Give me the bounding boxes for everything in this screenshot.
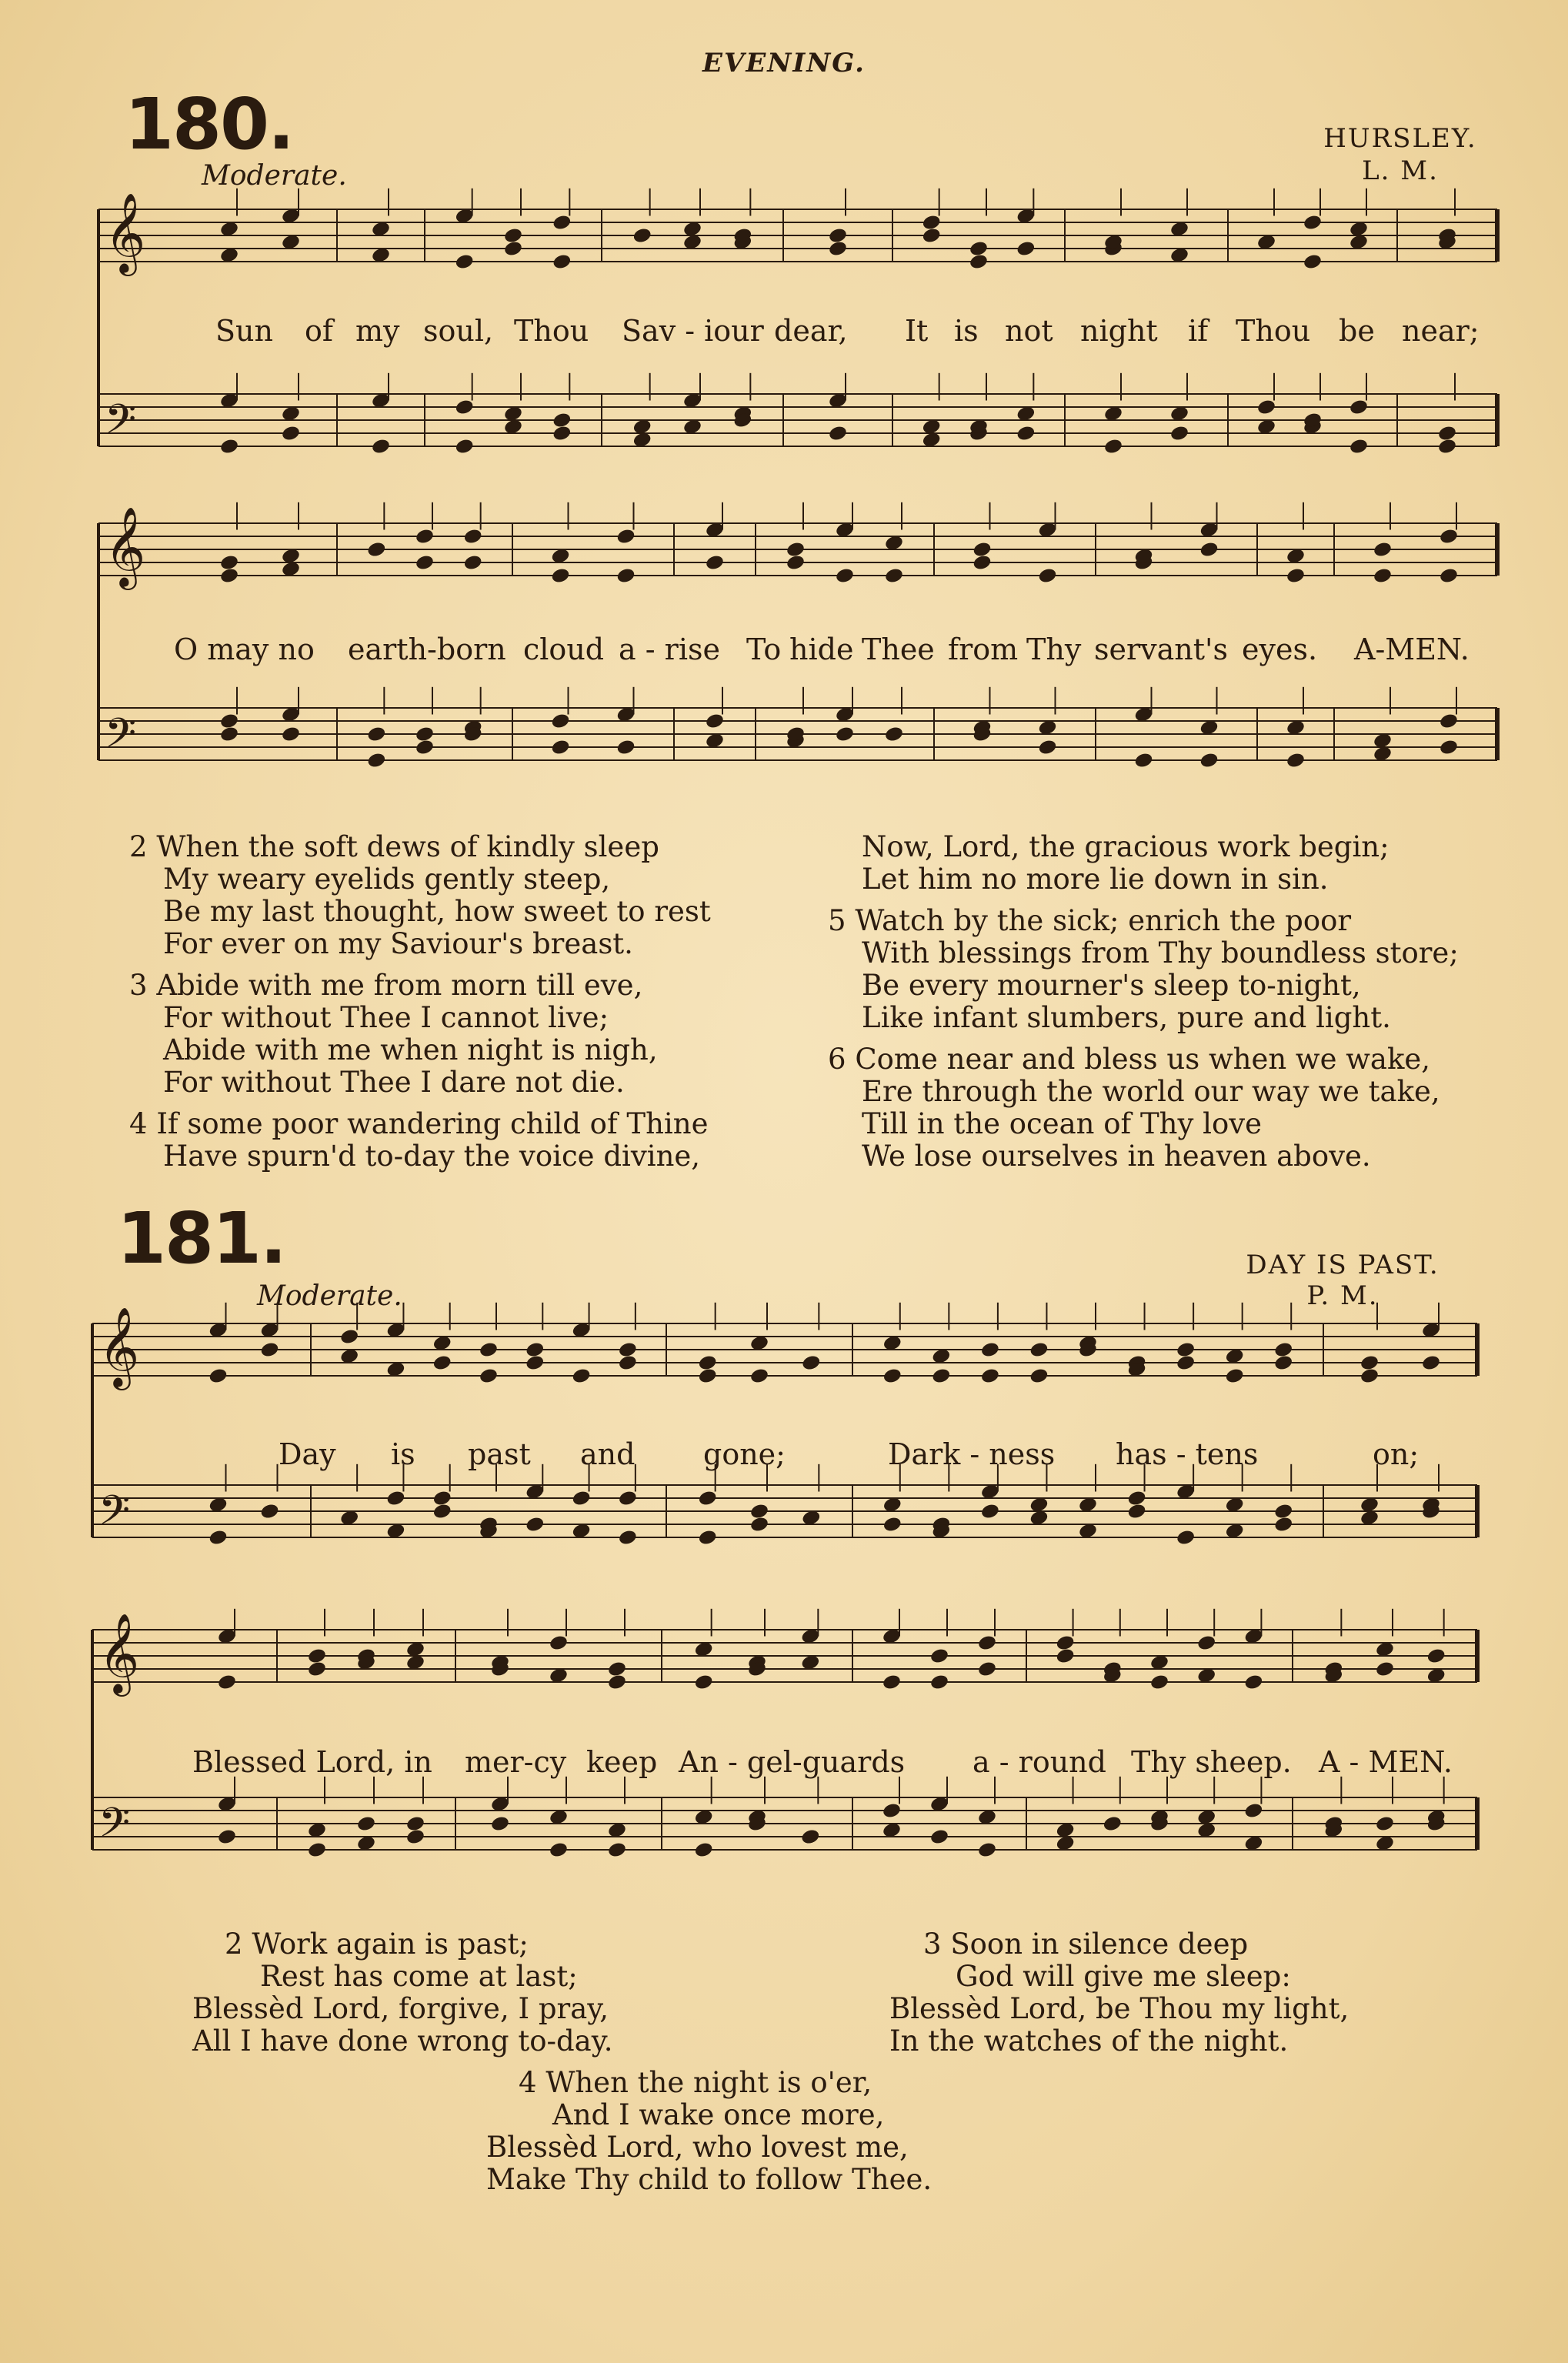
note-head xyxy=(1243,1674,1263,1691)
note-head xyxy=(882,1802,902,1820)
lyric: not xyxy=(1005,314,1053,348)
verse-line xyxy=(889,1928,1349,1961)
verse-block-right xyxy=(828,831,1459,1173)
verse-line: Abide with me when night is nigh, xyxy=(163,1033,658,1066)
note-head xyxy=(1056,1634,1076,1652)
note-head xyxy=(698,1490,718,1507)
note-head xyxy=(828,425,848,442)
lyric: be xyxy=(1339,314,1375,348)
note-head xyxy=(929,1674,949,1691)
verse-text: Come near and bless us when we wake, xyxy=(855,1043,1431,1076)
note-head xyxy=(259,1503,279,1520)
lyric: Day xyxy=(279,1437,336,1471)
note-head xyxy=(550,567,570,585)
note-head xyxy=(749,1516,769,1534)
treble-clef-icon: 𝄞 xyxy=(105,192,146,274)
note-head xyxy=(1359,1354,1380,1372)
note-head xyxy=(525,1341,545,1359)
note-head xyxy=(1199,541,1219,559)
verse-number: 6 xyxy=(828,1043,846,1076)
note-head xyxy=(616,739,636,756)
note-head xyxy=(259,1341,279,1359)
note-head xyxy=(490,1815,510,1833)
note-head xyxy=(1349,438,1369,456)
note-head xyxy=(571,1490,591,1507)
page-section-title: EVENING. xyxy=(702,48,866,78)
lyric: Thou xyxy=(514,314,589,348)
lyric: night xyxy=(1080,314,1158,348)
note-head xyxy=(432,1490,452,1507)
note-head xyxy=(801,1354,821,1372)
verse-number: 5 xyxy=(828,904,846,937)
lyric: mer-cy xyxy=(465,1745,567,1779)
note-head xyxy=(1303,214,1323,232)
lyric: gone; xyxy=(703,1437,786,1471)
note-head xyxy=(552,253,572,271)
note-head xyxy=(1286,567,1306,585)
note-head xyxy=(749,1367,769,1385)
treble-clef-icon: 𝄞 xyxy=(98,1307,140,1388)
note-head xyxy=(607,1841,627,1859)
note-head xyxy=(1273,1516,1293,1534)
note-head xyxy=(455,438,475,456)
note-head xyxy=(1421,1354,1441,1372)
lyric: An - gel-guards xyxy=(679,1745,906,1779)
note-head xyxy=(632,227,652,245)
note-head xyxy=(1437,425,1457,442)
lyric: near; xyxy=(1402,314,1480,348)
verse-line xyxy=(129,970,711,1002)
note-head xyxy=(835,726,855,743)
note-head xyxy=(525,1354,545,1372)
treble-clef-icon: 𝄞 xyxy=(105,506,146,588)
note-head xyxy=(208,1529,228,1547)
lyric: Sav - iour xyxy=(622,314,764,348)
note-head xyxy=(1176,1341,1196,1359)
verse-line: For ever on my Saviour's breast. xyxy=(163,927,633,960)
note-head xyxy=(415,739,435,756)
lyric: is xyxy=(954,314,979,348)
note-head xyxy=(705,713,725,730)
bass-clef-icon: 𝄢 xyxy=(105,396,137,454)
verse-line: All I have done wrong to-day. xyxy=(192,2024,613,2058)
note-head xyxy=(980,1341,1000,1359)
note-head xyxy=(1103,1815,1123,1833)
note-head xyxy=(479,1367,499,1385)
note-head xyxy=(1103,438,1123,456)
lyric: is xyxy=(391,1437,415,1471)
lyric: hide xyxy=(789,632,854,666)
verse-line: Like infant slumbers, pure and light. xyxy=(862,1001,1391,1034)
verse-number: 2 xyxy=(129,830,148,863)
verse-line: Blessèd Lord, forgive, I pray, xyxy=(192,1992,609,2025)
note-head xyxy=(385,1490,405,1507)
note-head xyxy=(1375,1660,1395,1678)
note-head xyxy=(217,1828,237,1846)
note-head xyxy=(1286,752,1306,769)
verse-line: My weary eyelids gently steep, xyxy=(163,863,611,896)
note-head xyxy=(432,1503,452,1520)
verse-line xyxy=(828,1043,1459,1076)
hymn-number: 181. xyxy=(117,1197,285,1280)
verse-text: Abide with me from morn till eve, xyxy=(156,969,643,1002)
note-head xyxy=(219,438,239,456)
note-head xyxy=(356,1815,376,1833)
lyric: earth-born xyxy=(348,632,506,666)
lyric: a - rise xyxy=(619,632,720,666)
note-head xyxy=(980,1367,1000,1385)
note-head xyxy=(786,554,806,572)
note-head xyxy=(405,1815,425,1833)
lyric: O may no xyxy=(174,632,315,666)
note-head xyxy=(977,1660,997,1678)
verse-line: With blessings from Thy boundless store; xyxy=(862,936,1459,970)
note-head xyxy=(1029,1341,1049,1359)
note-head xyxy=(1359,1367,1380,1385)
lyric: if xyxy=(1188,314,1209,348)
lyric: Thy xyxy=(1026,632,1082,666)
note-head xyxy=(884,726,904,743)
note-head xyxy=(366,541,386,559)
note-head xyxy=(616,567,636,585)
lyric: a - round xyxy=(972,1745,1106,1779)
verse-text: If some poor wandering child of Thine xyxy=(156,1107,709,1140)
note-head xyxy=(882,1674,902,1691)
note-head xyxy=(219,554,239,572)
lyric: from xyxy=(948,632,1019,666)
note-head xyxy=(1149,1674,1169,1691)
lyric: past xyxy=(468,1437,531,1471)
verse-line: God will give me sleep: xyxy=(956,1960,1291,1993)
lyric: soul, xyxy=(423,314,494,348)
note-head xyxy=(552,425,572,442)
note-head xyxy=(549,1841,569,1859)
note-head xyxy=(1375,1815,1395,1833)
note-head xyxy=(1439,713,1459,730)
note-head xyxy=(1037,567,1057,585)
verse-line: Ere through the world our way we take, xyxy=(862,1075,1440,1108)
verse-line: And I wake once more, xyxy=(552,2098,885,2131)
lyric: eyes. xyxy=(1242,632,1318,666)
note-head xyxy=(1437,438,1457,456)
verse-line: Blessèd Lord, who lovest me, xyxy=(486,2131,909,2164)
note-head xyxy=(208,1367,228,1385)
note-head xyxy=(749,1503,769,1520)
note-head xyxy=(1126,1503,1146,1520)
verse-text: Watch by the sick; enrich the poor xyxy=(855,904,1352,937)
note-head xyxy=(219,567,239,585)
note-head xyxy=(1373,567,1393,585)
note-head xyxy=(922,227,942,245)
lyric: of xyxy=(305,314,333,348)
note-head xyxy=(969,240,989,258)
note-head xyxy=(1303,253,1323,271)
note-head xyxy=(1126,1490,1146,1507)
note-head xyxy=(618,1529,638,1547)
note-head xyxy=(980,1503,1000,1520)
lyric: It xyxy=(905,314,929,348)
note-head xyxy=(432,1354,452,1372)
lyric: on; xyxy=(1373,1437,1420,1471)
note-head xyxy=(371,438,391,456)
note-head xyxy=(884,567,904,585)
note-head xyxy=(1439,739,1459,756)
note-head xyxy=(415,528,435,546)
note-head xyxy=(694,1841,714,1859)
note-head xyxy=(828,227,848,245)
note-head xyxy=(571,1367,591,1385)
note-head xyxy=(503,240,523,258)
note-head xyxy=(550,713,570,730)
note-head xyxy=(828,240,848,258)
tune-meter: P. M. xyxy=(1306,1280,1379,1311)
note-head xyxy=(219,713,239,730)
note-head xyxy=(415,554,435,572)
verse-line: Let him no more lie down in sin. xyxy=(862,863,1329,896)
lyric: my xyxy=(355,314,400,348)
verse-number: 4 xyxy=(519,2066,537,2099)
note-head xyxy=(882,1516,902,1534)
note-head xyxy=(219,726,239,743)
note-head xyxy=(550,739,570,756)
note-head xyxy=(929,1647,949,1665)
note-head xyxy=(1199,752,1219,769)
note-head xyxy=(786,541,806,559)
note-head xyxy=(1016,240,1036,258)
lyric: Dark - ness xyxy=(888,1437,1056,1471)
verse-line xyxy=(486,2067,932,2099)
verse-line: Have spurn'd to-day the voice divine, xyxy=(163,1140,701,1173)
verse-text: When the soft dews of kindly sleep xyxy=(156,830,659,863)
note-head xyxy=(882,1367,902,1385)
note-head xyxy=(307,1660,327,1678)
verse-text: Soon in silence deep xyxy=(950,1927,1249,1961)
note-head xyxy=(339,1328,359,1346)
note-head xyxy=(616,528,636,546)
lyric: Thou xyxy=(1236,314,1311,348)
lyric-amen: A - MEN. xyxy=(1319,1745,1453,1779)
verse-line: Be my last thought, how sweet to rest xyxy=(163,895,711,928)
verse-line: For without Thee I cannot live; xyxy=(163,1001,609,1034)
note-head xyxy=(698,1354,718,1372)
lyric: Sun xyxy=(215,314,273,348)
note-head xyxy=(800,1828,820,1846)
note-head xyxy=(1439,528,1459,546)
verse-block-right xyxy=(889,1928,1349,2058)
note-head xyxy=(366,726,386,743)
lyric: keep xyxy=(586,1745,658,1779)
note-head xyxy=(1426,1647,1446,1665)
note-head xyxy=(607,1674,627,1691)
note-head xyxy=(1243,1802,1263,1820)
lyric: Thee xyxy=(862,632,935,666)
note-head xyxy=(969,253,989,271)
note-head xyxy=(705,554,725,572)
note-head xyxy=(1273,1354,1293,1372)
note-head xyxy=(552,214,572,232)
tempo-marking: Moderate. xyxy=(202,160,347,192)
note-head xyxy=(1037,739,1057,756)
tune-name: DAY IS PAST. xyxy=(1246,1250,1440,1280)
verse-line: Make Thy child to follow Thee. xyxy=(486,2163,932,2196)
verse-number: 3 xyxy=(923,1927,942,1961)
verse-line: Till in the ocean of Thy love xyxy=(862,1107,1263,1140)
verse-text: When the night is o'er, xyxy=(545,2066,872,2099)
verse-line: We lose ourselves in heaven above. xyxy=(862,1140,1371,1173)
note-head xyxy=(455,399,475,416)
note-head xyxy=(1225,1367,1245,1385)
note-head xyxy=(503,227,523,245)
verse-number: 4 xyxy=(129,1107,148,1140)
note-head xyxy=(618,1490,638,1507)
note-head xyxy=(479,1341,499,1359)
note-head xyxy=(1273,1503,1293,1520)
note-head xyxy=(1133,752,1153,769)
verse-line xyxy=(192,1928,612,1961)
lyric: Thy sheep. xyxy=(1131,1745,1292,1779)
note-head xyxy=(307,1841,327,1859)
hymn-number: 180. xyxy=(125,83,293,165)
note-head xyxy=(366,752,386,769)
verse-line: For without Thee I dare not die. xyxy=(163,1066,625,1099)
note-head xyxy=(549,1634,569,1652)
note-head xyxy=(698,1529,718,1547)
note-head xyxy=(525,1516,545,1534)
note-head xyxy=(931,1367,951,1385)
note-head xyxy=(1256,399,1276,416)
lyric: cloud xyxy=(523,632,605,666)
note-head xyxy=(694,1674,714,1691)
note-head xyxy=(552,412,572,429)
lyric: Blessed Lord, in xyxy=(192,1745,432,1779)
tempo-marking: Moderate. xyxy=(257,1280,402,1312)
note-head xyxy=(1176,1354,1196,1372)
note-head xyxy=(922,214,942,232)
verse-text: Work again is past; xyxy=(252,1927,529,1961)
lyric: servant's xyxy=(1094,632,1228,666)
verse-number: 2 xyxy=(225,1927,243,1961)
note-head xyxy=(307,1647,327,1665)
bass-clef-icon: 𝄢 xyxy=(105,710,137,768)
verse-block-left xyxy=(192,1928,612,2058)
lyric: has - tens xyxy=(1116,1437,1259,1471)
verse-block-left xyxy=(129,831,711,1173)
verse-line: In the watches of the night. xyxy=(889,2024,1289,2058)
verse-line xyxy=(129,1108,711,1140)
lyric: dear, xyxy=(774,314,848,348)
note-head xyxy=(463,528,483,546)
note-head xyxy=(405,1828,425,1846)
verse-line xyxy=(129,831,711,863)
note-head xyxy=(618,1341,638,1359)
verse-line: Blessèd Lord, be Thou my light, xyxy=(889,1992,1349,2025)
note-head xyxy=(1169,425,1189,442)
verse-block-center xyxy=(486,2067,932,2196)
note-head xyxy=(1439,567,1459,585)
note-head xyxy=(1196,1634,1216,1652)
note-head xyxy=(698,1367,718,1385)
verse-line: Be every mourner's sleep to-night, xyxy=(862,969,1361,1002)
note-head xyxy=(1273,1341,1293,1359)
note-head xyxy=(1176,1529,1196,1547)
note-head xyxy=(463,554,483,572)
note-head xyxy=(1016,425,1036,442)
note-head xyxy=(1373,541,1393,559)
note-head xyxy=(977,1634,997,1652)
note-head xyxy=(972,541,992,559)
note-head xyxy=(977,1841,997,1859)
note-head xyxy=(607,1660,627,1678)
note-head xyxy=(217,1674,237,1691)
lyric-amen: A-MEN. xyxy=(1354,632,1470,666)
note-head xyxy=(972,554,992,572)
note-head xyxy=(415,726,435,743)
tune-meter: L. M. xyxy=(1362,155,1439,186)
verse-line xyxy=(828,905,1459,937)
note-head xyxy=(1056,1647,1076,1665)
treble-clef-icon: 𝄞 xyxy=(98,1613,140,1694)
note-head xyxy=(618,1354,638,1372)
verse-line: Now, Lord, the gracious work begin; xyxy=(862,830,1390,863)
note-head xyxy=(835,567,855,585)
note-head xyxy=(281,425,301,442)
lyric: and xyxy=(580,1437,636,1471)
note-head xyxy=(929,1828,949,1846)
tune-name: HURSLEY. xyxy=(1323,123,1477,154)
note-head xyxy=(281,726,301,743)
verse-number: 3 xyxy=(129,969,148,1002)
lyric: To xyxy=(746,632,782,666)
bass-clef-icon: 𝄢 xyxy=(98,1800,131,1857)
verse-line: Rest has come at last; xyxy=(260,1960,578,1993)
note-head xyxy=(455,253,475,271)
note-head xyxy=(1349,399,1369,416)
bass-clef-icon: 𝄢 xyxy=(98,1487,131,1545)
note-head xyxy=(1029,1367,1049,1385)
